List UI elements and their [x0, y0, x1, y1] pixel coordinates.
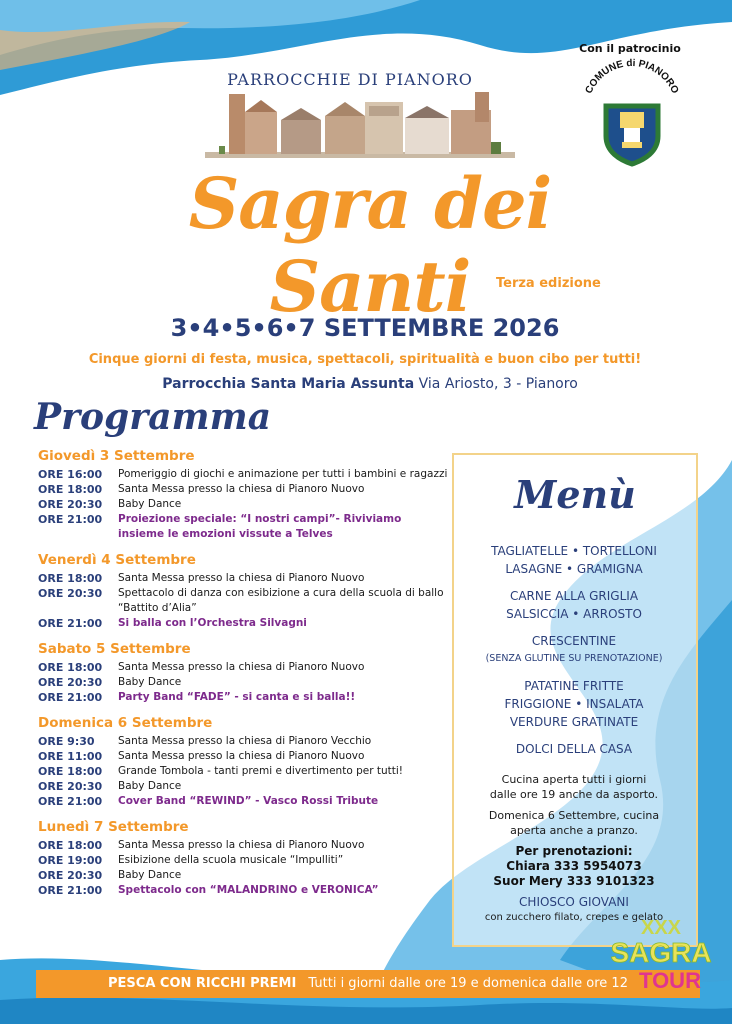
- event-time: ORE 19:00: [38, 854, 103, 867]
- event-dates: 3•4•5•6•7 SETTEMBRE 2026: [170, 314, 560, 342]
- day-block: [38, 552, 448, 631]
- event-description: Si balla con l’Orchestra Silvagni: [118, 617, 307, 629]
- menu-line: FRIGGIONE • INSALATA: [504, 697, 644, 711]
- event-row: [38, 779, 448, 794]
- kitchen-hours-2: dalle ore 19 anche da asporto.: [489, 788, 659, 801]
- footer-bold: PESCA CON RICCHI PREMI: [108, 976, 297, 991]
- kitchen-hours: Cucina aperta tutti i giorni: [501, 773, 647, 786]
- event-time: ORE 21:00: [38, 691, 103, 704]
- chiosco-desc: con zucchero filato, crepes e gelato: [484, 912, 664, 923]
- event-row: [38, 853, 448, 868]
- sunday-note: Domenica 6 Settembre, cucina: [488, 809, 660, 822]
- logo-bottom: TOUR: [639, 968, 701, 993]
- event-time: ORE 18:00: [38, 765, 103, 778]
- day-block: [38, 715, 448, 809]
- day-title: Sabato 5 Settembre: [38, 641, 191, 657]
- event-time: ORE 18:00: [38, 572, 103, 585]
- event-row: [38, 868, 448, 883]
- event-description: Santa Messa presso la chiesa di Pianoro Nuovo: [118, 750, 365, 762]
- contact-chiara: Chiara 333 5954073: [506, 859, 642, 873]
- event-row: [38, 749, 448, 764]
- logo-middle: SAGRA: [610, 937, 712, 968]
- event-row: [38, 586, 448, 616]
- day-title: Giovedì 3 Settembre: [38, 448, 195, 464]
- sunday-note-2: aperta anche a pranzo.: [510, 824, 638, 837]
- venue-address: Via Ariosto, 3 - Pianoro: [418, 376, 578, 392]
- day-block: [38, 448, 448, 542]
- logo-top: XXX: [640, 917, 682, 939]
- crest-text: COMUNE di PIANORO: [583, 58, 681, 96]
- comune-crest: [576, 58, 688, 170]
- event-row: [38, 690, 448, 705]
- menu-title: Menù: [514, 472, 636, 517]
- event-time: ORE 11:00: [38, 750, 103, 763]
- parish-title: PARROCCHIE DI PIANORO: [227, 70, 473, 89]
- footer-detail: Tutti i giorni dalle ore 19 e domenica dalle ore 12: [308, 976, 628, 991]
- event-description: Santa Messa presso la chiesa di Pianoro Vecchio: [118, 735, 372, 747]
- churches-illustration: [205, 90, 515, 162]
- event-row: [38, 616, 448, 631]
- event-description: Santa Messa presso la chiesa di Pianoro Nuovo: [118, 572, 365, 584]
- event-row: [38, 512, 448, 542]
- menu-line: LASAGNE • GRAMIGNA: [505, 562, 643, 576]
- event-time: ORE 18:00: [38, 483, 103, 496]
- event-row: [38, 482, 448, 497]
- event-row: [38, 883, 448, 898]
- menu-line: CARNE ALLA GRIGLIA: [509, 589, 639, 603]
- booking-title: Per prenotazioni:: [515, 844, 633, 858]
- event-row: [38, 838, 448, 853]
- event-description: Pomeriggio di giochi e animazione per tutti i bambini e ragazzi: [118, 468, 448, 480]
- event-time: ORE 16:00: [38, 468, 103, 481]
- event-description: Proiezione speciale: “I nostri campi”- Riviviamo insieme le emozioni vissute a Telves: [118, 513, 402, 540]
- event-description: Santa Messa presso la chiesa di Pianoro Nuovo: [118, 483, 365, 495]
- event-row: [38, 734, 448, 749]
- menu-line: PATATINE FRITTE: [524, 679, 624, 693]
- day-title: Lunedì 7 Settembre: [38, 819, 189, 835]
- chiosco-title: CHIOSCO GIOVANI: [519, 895, 629, 909]
- event-time: ORE 20:30: [38, 869, 103, 882]
- event-time: ORE 21:00: [38, 617, 103, 630]
- event-time: ORE 21:00: [38, 513, 103, 526]
- event-row: [38, 794, 448, 809]
- menu-items: [458, 542, 690, 758]
- tagline: Cinque giorni di festa, musica, spettacoli, spiritualità e buon cibo per tutti!: [88, 352, 642, 367]
- menu-line: DOLCI DELLA CASA: [515, 742, 633, 756]
- venue-name: Parrocchia Santa Maria Assunta: [162, 376, 415, 392]
- event-row: [38, 571, 448, 586]
- main-title: Sagra dei Santi: [188, 162, 552, 328]
- day-block: [38, 819, 448, 898]
- event-time: ORE 21:00: [38, 795, 103, 808]
- menu-line: SALSICCIA • ARROSTO: [506, 607, 642, 621]
- day-block: [38, 641, 448, 705]
- event-row: [38, 764, 448, 779]
- contact-mery: Suor Mery 333 9101323: [493, 874, 655, 888]
- event-description: Baby Dance: [118, 869, 182, 881]
- edition-label: Terza edizione: [496, 276, 601, 291]
- event-row: [38, 675, 448, 690]
- event-description: Santa Messa presso la chiesa di Pianoro Nuovo: [118, 839, 365, 851]
- programma-heading: Programma: [34, 396, 272, 438]
- programma-list: [38, 448, 448, 898]
- event-description: Cover Band “REWIND” - Vasco Rossi Tribute: [118, 795, 379, 807]
- menu-line: VERDURE GRATINATE: [509, 715, 639, 729]
- event-description: Spettacolo con “MALANDRINO e VERONICA”: [118, 884, 379, 896]
- footer-text: [36, 970, 700, 998]
- menu-line: TAGLIATELLE • TORTELLONI: [491, 544, 657, 558]
- sagra-tour-logo: [606, 912, 716, 1002]
- day-title: Venerdì 4 Settembre: [38, 552, 196, 568]
- event-description: Baby Dance: [118, 498, 182, 510]
- event-time: ORE 18:00: [38, 839, 103, 852]
- event-time: ORE 18:00: [38, 661, 103, 674]
- event-time: ORE 9:30: [38, 735, 95, 748]
- event-description: Party Band “FADE” - si canta e si balla!!: [118, 691, 356, 703]
- event-time: ORE 20:30: [38, 676, 103, 689]
- menu-note: (SENZA GLUTINE SU PRENOTAZIONE): [485, 653, 663, 664]
- info-block: [458, 772, 690, 925]
- patronage-label: Con il patrocinio: [579, 42, 681, 55]
- event-row: [38, 467, 448, 482]
- event-time: ORE 20:30: [38, 498, 103, 511]
- venue: [60, 376, 680, 392]
- event-description: Esibizione della scuola musicale “Impulliti”: [118, 854, 344, 866]
- svg-text:COMUNE di PIANORO: [584, 58, 681, 96]
- event-description: Grande Tombola - tanti premi e divertimento per tutti!: [118, 765, 404, 777]
- day-title: Domenica 6 Settembre: [38, 715, 213, 731]
- event-description: Spettacolo di danza con esibizione a cura della scuola di ballo “Battito d’Alia”: [118, 587, 444, 614]
- event-description: Baby Dance: [118, 676, 182, 688]
- event-description: Santa Messa presso la chiesa di Pianoro Nuovo: [118, 661, 365, 673]
- event-time: ORE 20:30: [38, 587, 103, 600]
- event-description: Baby Dance: [118, 780, 182, 792]
- event-time: ORE 21:00: [38, 884, 103, 897]
- event-row: [38, 660, 448, 675]
- event-row: [38, 497, 448, 512]
- event-time: ORE 20:30: [38, 780, 103, 793]
- menu-line: CRESCENTINE: [531, 634, 617, 648]
